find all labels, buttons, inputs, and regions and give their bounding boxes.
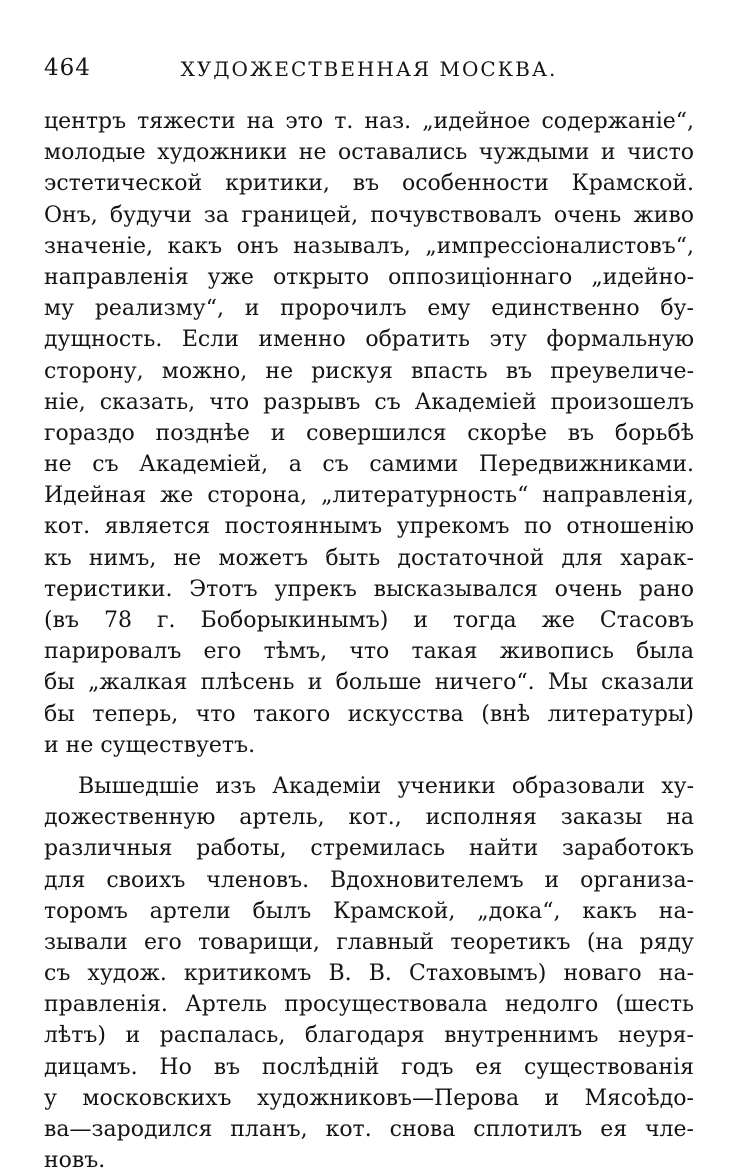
text-line: (въ 78 г. Боборыкинымъ) и тогда же Стасовъ — [44, 608, 694, 633]
paragraph-gap — [44, 761, 694, 771]
text-line: сторону, можно, не рискуя впасть въ преувеличе- — [44, 358, 694, 384]
text-line: бы „жалкая плѣсень и больше ничего“. Мы сказали — [44, 670, 694, 696]
body-text — [44, 106, 694, 1176]
text-line: не съ Академіей, а съ самими Передвижниками. — [44, 452, 694, 478]
text-line: торомъ артели былъ Крамской, „дока“, какъ на- — [44, 898, 694, 924]
text-line: новъ. — [44, 1148, 106, 1174]
page-number: 464 — [44, 55, 91, 81]
text-line: къ нимъ, не можетъ быть достаточной для харак- — [44, 545, 694, 571]
running-title: ХУДОЖЕСТВЕННАЯ МОСКВА. — [180, 57, 558, 81]
text-line: у московскихъ художниковъ—Перова и Мясоѣдо- — [44, 1085, 694, 1111]
text-line: ва—зародился планъ, кот. снова сплотилъ ея чле- — [44, 1117, 694, 1142]
text-line: и не существуетъ. — [44, 732, 256, 758]
text-line: Вышедшіе изъ Академіи ученики образовали ху- — [78, 773, 694, 799]
paragraph — [44, 106, 694, 761]
text-line: дицамъ. Но въ послѣдній годъ ея существованія — [44, 1054, 694, 1080]
text-line: му реализму“, и пророчилъ ему единственно бу- — [44, 296, 694, 322]
text-line: гораздо позднѣе и совершился скорѣе въ борьбѣ — [44, 420, 694, 446]
text-line: Онъ, будучи за границей, почувствовалъ очень живо — [44, 202, 694, 228]
text-line: различныя работы, стремилась найти заработокъ — [44, 836, 694, 862]
text-line: зывали его товарищи, главный теоретикъ (на ряду — [44, 929, 694, 955]
text-line: кот. является постояннымъ упрекомъ по отношенію — [44, 514, 694, 540]
text-line: направленія уже открыто оппозиціоннаго „идейно- — [44, 264, 694, 290]
text-line: лѣтъ) и распалась, благодаря внутреннимъ неуря- — [44, 1023, 694, 1049]
text-line: парировалъ его тѣмъ, что такая живопись была — [44, 639, 694, 665]
text-line: для своихъ членовъ. Вдохновителемъ и организа- — [44, 867, 694, 893]
text-line: Идейная же сторона, „литературность“ направленія, — [44, 483, 694, 509]
text-line: теристики. Этотъ упрекъ высказывался очень рано — [44, 576, 694, 602]
text-line: правленія. Артель просуществовала недолго (шесть — [44, 992, 694, 1018]
paragraph — [44, 771, 694, 1176]
text-line: молодые художники не оставались чуждыми и чисто — [44, 140, 694, 166]
text-line: дожественную артель, кот., исполняя заказы на — [44, 805, 694, 831]
text-line: центръ тяжести на это т. наз. „идейное содержаніе“, — [44, 109, 694, 134]
text-line: бы теперь, что такого искусства (внѣ литературы) — [44, 701, 694, 727]
text-line: значеніе, какъ онъ называлъ, „импрессіоналистовъ“, — [44, 233, 694, 259]
text-line: съ худож. критикомъ В. В. Стаховымъ) новаго на- — [44, 961, 694, 987]
page-header — [44, 55, 694, 95]
text-line: дущность. Если именно обратить эту формальную — [44, 327, 694, 353]
text-line: эстетической критики, въ особенности Крамской. — [44, 171, 694, 197]
text-line: ніе, сказать, что разрывъ съ Академіей произошелъ — [44, 389, 694, 415]
